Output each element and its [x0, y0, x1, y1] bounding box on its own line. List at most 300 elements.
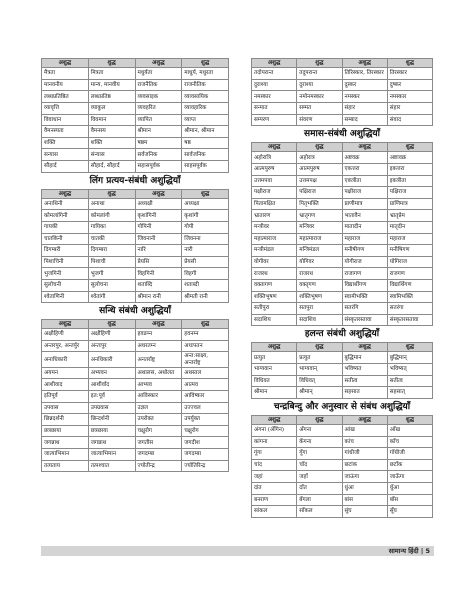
section-title-gender: लिंग प्रत्यय-संबंधी अशुद्धियाँ — [89, 175, 181, 186]
incorrect-word-cell: श्रीमान — [135, 126, 182, 138]
incorrect-word-cell: छिन्नदर्शनी — [42, 414, 89, 426]
incorrect-word-cell: अष्टवक्र — [342, 152, 387, 164]
correct-word-cell: आँख — [387, 425, 432, 437]
header-cell: अशुद्ध — [342, 415, 387, 424]
incorrect-word-cell: विधिवत — [252, 375, 297, 387]
incorrect-word-cell: जाऊंगा — [342, 471, 387, 483]
incorrect-word-cell: आविस्कार — [135, 391, 182, 403]
header-cell: अशुद्ध — [135, 189, 182, 198]
correct-word-cell: महात्माराज — [297, 233, 342, 245]
table-row — [252, 79, 433, 91]
header-cell: अशुद्ध — [252, 343, 297, 352]
correct-word-cell: हवनम्न — [182, 329, 229, 341]
correct-word-cell: चातकी — [88, 233, 135, 245]
correct-word-cell: कँगना — [297, 436, 342, 448]
table-row — [252, 303, 433, 315]
table-2 — [41, 189, 229, 304]
table-row — [42, 340, 229, 352]
correct-word-cell: उत्तमपक्ष — [297, 175, 342, 187]
table-row — [252, 425, 433, 437]
table-header-row — [252, 343, 433, 352]
table-row — [42, 137, 229, 149]
table-row — [252, 256, 433, 268]
table-row — [42, 414, 229, 426]
correct-word-cell: छिन्दर्शनी — [88, 414, 135, 426]
correct-word-cell: श्रीमान, श्रीमान — [182, 126, 229, 138]
correct-word-cell: सहसात् — [387, 387, 432, 399]
table-row — [252, 233, 433, 245]
incorrect-word-cell: जगन्नाथ — [42, 437, 89, 449]
incorrect-word-cell: सतरंगि — [342, 303, 387, 315]
correct-word-cell: भविष्यत् — [387, 364, 432, 376]
correct-word-cell: ज्योतिरिन्द्र — [182, 460, 229, 472]
incorrect-word-cell: योगीवर — [252, 256, 297, 268]
correct-word-cell: इकत्रीता — [387, 175, 432, 187]
correct-word-cell: कोमलांगी — [88, 210, 135, 222]
incorrect-word-cell: मातादीन — [342, 221, 387, 233]
correct-word-cell: साहसपूर्वक — [182, 160, 229, 172]
header-cell: शुद्ध — [387, 415, 432, 424]
correct-word-cell: दुष्कर — [387, 79, 432, 91]
section-title-sandhi: सन्धि संबंधी अशुद्धियाँ — [99, 306, 171, 317]
correct-word-cell: दुराश्या — [297, 79, 342, 91]
table-header-row — [42, 320, 229, 329]
incorrect-word-cell: प्रेयसि — [135, 256, 182, 268]
table-row — [42, 91, 229, 103]
correct-word-cell: मातृदीन — [387, 221, 432, 233]
table-6 — [251, 342, 433, 399]
header-cell: शुद्ध — [88, 59, 135, 68]
incorrect-word-cell: सन्यास — [42, 149, 89, 161]
incorrect-word-cell: सुंघ — [342, 506, 387, 518]
header-cell: शुद्ध — [182, 59, 229, 68]
table-row — [252, 494, 433, 506]
correct-word-cell: मन्त्रिवर — [297, 221, 342, 233]
incorrect-word-cell: कृशांगिनी — [135, 210, 182, 222]
correct-word-cell: सूँघ — [387, 506, 432, 518]
incorrect-word-cell: सम्बाद — [342, 114, 387, 126]
incorrect-word-cell: चातकिनी — [42, 233, 89, 245]
table-header-row — [252, 415, 433, 424]
incorrect-word-cell: राजनैतिक — [135, 79, 182, 91]
incorrect-word-cell: लब्धप्रतिष्ठित — [42, 91, 89, 103]
table-row — [42, 268, 229, 280]
incorrect-word-cell: पिशाचिनी — [42, 256, 89, 268]
correct-word-cell: भ्रातृप्रेम — [387, 210, 432, 222]
correct-word-cell: भुजगी — [88, 268, 135, 280]
incorrect-word-cell: सौहार्द — [42, 160, 89, 172]
incorrect-word-cell: जगतीस — [135, 437, 182, 449]
correct-word-cell: व्यावहारिक — [182, 102, 229, 114]
header-cell: अशुद्ध — [135, 320, 182, 329]
incorrect-word-cell: चांद — [252, 459, 297, 471]
correct-word-cell: बाँस — [387, 494, 432, 506]
table-header-row — [42, 59, 229, 68]
table-row — [42, 291, 229, 303]
incorrect-word-cell: दांत — [252, 483, 297, 495]
correct-word-cell: राजरथ — [297, 268, 342, 280]
table-row — [252, 279, 433, 291]
table-row — [42, 425, 229, 437]
correct-word-cell: इकत्तरा — [387, 163, 432, 175]
incorrect-word-cell: आत्मपुरुष — [252, 163, 297, 175]
header-cell: अशुद्ध — [342, 143, 387, 152]
correct-word-cell: पिशाची — [88, 256, 135, 268]
incorrect-word-cell: श्रीमान रानी — [135, 291, 182, 303]
incorrect-word-cell: तदोपरान्त — [252, 68, 297, 80]
correct-word-cell: गायिका — [88, 221, 135, 233]
correct-word-cell: पक्षिराज — [387, 187, 432, 199]
correct-word-cell: सौहार्द, सौहार्द — [88, 160, 135, 172]
incorrect-word-cell: मानवनीय — [42, 79, 89, 91]
incorrect-word-cell: उपवास — [42, 402, 89, 414]
table-row — [252, 291, 433, 303]
incorrect-word-cell: नमस्कर — [342, 91, 387, 103]
correct-word-cell: सतीत्व — [387, 375, 432, 387]
table-row — [252, 448, 433, 460]
incorrect-word-cell: मधुर्यता — [135, 68, 182, 80]
incorrect-word-cell: विद्यार्थीगण — [342, 279, 387, 291]
incorrect-word-cell: पितामक्षित — [252, 198, 297, 210]
table-7 — [251, 415, 433, 518]
correct-word-cell: पक्षिराज — [297, 187, 342, 199]
correct-word-cell: श्रीमान् — [297, 387, 342, 399]
correct-word-cell: व्याकुल — [88, 102, 135, 114]
incorrect-word-cell: सतीपुरा — [252, 303, 297, 315]
incorrect-word-cell: पक्षीराज — [252, 187, 297, 199]
incorrect-word-cell: अहोरात्रि — [252, 152, 297, 164]
incorrect-word-cell: भातावैन — [342, 210, 387, 222]
correct-word-cell: उपग्रवास — [88, 402, 135, 414]
correct-word-cell: आत्मव — [182, 379, 229, 391]
incorrect-word-cell: संहार — [342, 102, 387, 114]
incorrect-word-cell: छत्रछाया — [42, 425, 89, 437]
incorrect-word-cell: सतीत्व — [342, 375, 387, 387]
section-title-samas: समास-संबंधी अशुद्धियाँ — [304, 129, 380, 140]
table-row — [42, 279, 229, 291]
correct-word-cell: सदाशिव — [297, 314, 342, 326]
incorrect-word-cell: अध्यक्षी — [135, 198, 182, 210]
incorrect-word-cell: एकत्तरा — [342, 163, 387, 175]
table-row — [252, 459, 433, 471]
correct-word-cell: अनाथा — [88, 198, 135, 210]
correct-word-cell: धुँआ — [387, 483, 432, 495]
incorrect-word-cell: सहासपूर्वक — [135, 160, 182, 172]
table-row — [252, 352, 433, 364]
incorrect-word-cell: श्रीमान — [252, 387, 297, 399]
table-row — [42, 114, 229, 126]
incorrect-word-cell: अनतर्राष्ट्र — [135, 352, 182, 367]
incorrect-word-cell: गायकी — [42, 221, 89, 233]
correct-word-cell: अध्यक्षा — [182, 198, 229, 210]
table-row — [42, 460, 229, 472]
table-row — [42, 210, 229, 222]
correct-word-cell: महाराज — [387, 233, 432, 245]
correct-word-cell: अहोरात्र — [297, 152, 342, 164]
header-cell: शुद्ध — [88, 320, 135, 329]
incorrect-word-cell: मैत्रता — [42, 68, 89, 80]
table-4 — [251, 58, 433, 126]
incorrect-word-cell: अथालस, अथोलत — [135, 367, 182, 379]
section-title-chandrabindu: चन्द्रबिन्दु और अनुस्वार से संबंध अशुद्धियाँ — [273, 401, 411, 412]
incorrect-word-cell: शक्ति — [42, 137, 89, 149]
correct-word-cell: व्याप्त — [182, 114, 229, 126]
correct-word-cell: इत:पूर्व — [88, 391, 135, 403]
table-row — [42, 149, 229, 161]
correct-word-cell: अँगना — [297, 425, 342, 437]
incorrect-word-cell: नारि — [135, 245, 182, 257]
incorrect-word-cell: अयमन — [42, 367, 89, 379]
table-row — [252, 387, 433, 399]
incorrect-word-cell: उत्तमपवा — [252, 175, 297, 187]
header-cell: अशुद्ध — [252, 415, 297, 424]
table-row — [42, 352, 229, 367]
header-cell: अशुद्ध — [42, 59, 89, 68]
incorrect-word-cell: तत्यताय — [42, 460, 89, 472]
incorrect-word-cell: महाराज — [342, 233, 387, 245]
table-row — [252, 245, 433, 257]
table-header-row — [252, 143, 433, 152]
correct-word-cell: बँगला — [297, 494, 342, 506]
incorrect-word-cell: शक्तिभूषण — [252, 291, 297, 303]
table-row — [252, 91, 433, 103]
table-header-row — [252, 59, 433, 68]
correct-word-cell: मन्त्रिमंडल — [297, 245, 342, 257]
incorrect-word-cell: बुद्धिमान — [342, 352, 387, 364]
correct-word-cell: शक्तिभूषण — [297, 291, 342, 303]
correct-word-cell: सुलोचना — [88, 279, 135, 291]
correct-word-cell: जगन्नाथ — [88, 437, 135, 449]
correct-word-cell: बुद्धिमान् — [387, 352, 432, 364]
incorrect-word-cell: गांधीजी — [342, 448, 387, 460]
correct-word-cell: गोपी — [182, 221, 229, 233]
correct-word-cell: जाऊँगा — [387, 471, 432, 483]
incorrect-word-cell: अन्तरपुर, अन्तर्पुर — [42, 340, 89, 352]
incorrect-word-cell: आशीवाद — [42, 379, 89, 391]
incorrect-word-cell: छटांक — [342, 459, 387, 471]
correct-word-cell: संवरण — [297, 114, 342, 126]
correct-word-cell: जात्याभिमान — [88, 449, 135, 461]
incorrect-word-cell: कोमलांगिनी — [42, 210, 89, 222]
correct-word-cell: श्रीमती रानी — [182, 291, 229, 303]
correct-word-cell: जगदीश — [182, 437, 229, 449]
incorrect-word-cell: ज्योतीन्द्र — [135, 460, 182, 472]
table-row — [42, 245, 229, 257]
correct-word-cell: अथस्तल — [182, 367, 229, 379]
correct-word-cell: कृशांगी — [182, 210, 229, 222]
correct-word-cell: राजनीतिक — [182, 79, 229, 91]
header-cell: अशुद्ध — [135, 59, 182, 68]
correct-word-cell: आविष्कार — [182, 391, 229, 403]
table-row — [42, 391, 229, 403]
correct-word-cell: राजगण — [387, 268, 432, 280]
footer-page-label: सामान्य हिंदी | 5 — [388, 547, 430, 555]
incorrect-word-cell: चक्षुरोग — [135, 425, 182, 437]
correct-word-cell: विधिवत् — [297, 375, 342, 387]
incorrect-word-cell: जात्याभिमान — [42, 449, 89, 461]
section-title-halant: हलन्त संबंधी अशुद्धियाँ — [304, 329, 380, 340]
header-cell: शुद्ध — [297, 143, 342, 152]
incorrect-word-cell: आभ्यव — [135, 379, 182, 391]
left-column — [41, 58, 229, 472]
correct-word-cell: योगिवर — [297, 256, 342, 268]
table-row — [252, 175, 433, 187]
correct-word-cell: षष्ठ — [182, 137, 229, 149]
incorrect-word-cell: कांगना — [252, 436, 297, 448]
correct-word-cell: चाँद — [297, 459, 342, 471]
incorrect-word-cell: व्यवहरित — [135, 102, 182, 114]
incorrect-word-cell: जहां — [252, 471, 297, 483]
correct-word-cell: तत्पश्चात — [88, 460, 135, 472]
header-cell: शुद्ध — [297, 343, 342, 352]
header-cell: शुद्ध — [297, 415, 342, 424]
incorrect-word-cell: षष्ठम — [135, 137, 182, 149]
correct-word-cell: प्राणिमात्र — [387, 198, 432, 210]
correct-word-cell: मान्य, मानवीय — [88, 79, 135, 91]
correct-word-cell: साँकल — [297, 506, 342, 518]
incorrect-word-cell: योगीराज — [342, 256, 387, 268]
incorrect-word-cell: मनीषीगण — [342, 245, 387, 257]
table-row — [252, 114, 433, 126]
incorrect-word-cell: राजरथ — [252, 268, 297, 280]
correct-word-cell: माधुर्य, मधुरता — [182, 68, 229, 80]
table-row — [252, 163, 433, 175]
incorrect-word-cell: बनराण — [252, 494, 297, 506]
incorrect-word-cell: गूंगा — [252, 448, 297, 460]
incorrect-word-cell: जगदम्बा — [135, 449, 182, 461]
incorrect-word-cell: अधरतम्न — [135, 340, 182, 352]
page-footer-bar — [41, 546, 434, 556]
table-row — [42, 449, 229, 461]
correct-word-cell: प्रत्युत — [297, 352, 342, 364]
table-row — [252, 187, 433, 199]
correct-word-cell: भाग्यवान् — [297, 364, 342, 376]
table-row — [42, 233, 229, 245]
right-column — [251, 58, 433, 518]
table-row — [42, 102, 229, 114]
table-row — [252, 268, 433, 280]
correct-word-cell: गाँधीजी — [387, 448, 432, 460]
table-row — [252, 221, 433, 233]
incorrect-word-cell: भविष्यत — [342, 364, 387, 376]
incorrect-word-cell: श्वेताणिनी — [42, 291, 89, 303]
correct-word-cell: आशीर्वाद — [88, 379, 135, 391]
correct-word-cell: सतरंगा — [387, 303, 432, 315]
table-header-row — [42, 189, 229, 198]
incorrect-word-cell: सुलोचनी — [42, 279, 89, 291]
correct-word-cell: विद्यार्थिगण — [387, 279, 432, 291]
incorrect-word-cell: सांकल — [252, 506, 297, 518]
correct-word-cell: व्यावसायिक — [182, 91, 229, 103]
incorrect-word-cell: भ्रातारण — [252, 210, 297, 222]
incorrect-word-cell: व्यापित — [135, 114, 182, 126]
table-row — [42, 198, 229, 210]
header-cell: अशुद्ध — [42, 320, 89, 329]
incorrect-word-cell: प्रत्युत — [252, 352, 297, 364]
correct-word-cell: वक्तृगण — [297, 279, 342, 291]
incorrect-word-cell: विहगिनी — [135, 268, 182, 280]
incorrect-word-cell: सम्परण — [252, 114, 297, 126]
correct-word-cell: मनीषिगण — [387, 245, 432, 257]
correct-word-cell: संस्कृतरसतावा — [387, 314, 432, 326]
table-row — [252, 102, 433, 114]
incorrect-word-cell: दुराश्या — [252, 79, 297, 91]
incorrect-word-cell: सदाशिय — [252, 314, 297, 326]
table-3 — [41, 319, 229, 472]
incorrect-word-cell: भाग्यवान — [252, 364, 297, 376]
table-row — [252, 483, 433, 495]
header-cell: शुद्ध — [182, 320, 229, 329]
table-1 — [41, 58, 229, 173]
incorrect-word-cell: उज्ञल — [135, 402, 182, 414]
table-row — [252, 471, 433, 483]
incorrect-word-cell: हवङम्न — [135, 329, 182, 341]
incorrect-word-cell: एकत्रीता — [342, 175, 387, 187]
correct-word-cell: संहार — [387, 102, 432, 114]
header-cell: शुद्ध — [182, 189, 229, 198]
header-cell: अशुद्ध — [252, 143, 297, 152]
correct-word-cell: पितृभक्ति — [297, 198, 342, 210]
incorrect-word-cell: मन्त्रीवर — [252, 221, 297, 233]
table-5 — [251, 142, 433, 326]
table-row — [42, 68, 229, 80]
correct-word-cell: संवाद — [387, 114, 432, 126]
incorrect-word-cell: कांच — [342, 436, 387, 448]
header-cell: शुद्ध — [387, 59, 432, 68]
correct-word-cell: अक्षौहिणी — [88, 329, 135, 341]
correct-word-cell: काँच — [387, 436, 432, 448]
incorrect-word-cell: अनाधिकारी — [42, 352, 89, 367]
correct-word-cell: श्वेतांगी — [88, 291, 135, 303]
table-row — [42, 160, 229, 172]
table-row — [252, 314, 433, 326]
correct-word-cell: छत्रछाया — [88, 425, 135, 437]
incorrect-word-cell: जिवनानी — [135, 233, 182, 245]
table-row — [252, 436, 433, 448]
header-cell: शुद्ध — [387, 143, 432, 152]
correct-word-cell: सम्मत — [297, 102, 342, 114]
correct-word-cell: चक्षुरोग — [182, 425, 229, 437]
table-row — [42, 379, 229, 391]
incorrect-word-cell: शताब्दि — [135, 279, 182, 291]
header-cell: अशुद्ध — [342, 59, 387, 68]
correct-word-cell: शक्ति — [88, 137, 135, 149]
table-row — [42, 126, 229, 138]
incorrect-word-cell: इतिपूर्व — [42, 391, 89, 403]
incorrect-word-cell: सन्मात — [252, 102, 297, 114]
correct-word-cell: दाँत — [297, 483, 342, 495]
correct-word-cell: विहगी — [182, 268, 229, 280]
table-row — [42, 256, 229, 268]
correct-word-cell: संन्यास — [88, 149, 135, 161]
correct-word-cell: उज्ज्वल — [182, 402, 229, 414]
table-row — [42, 329, 229, 341]
table-row — [252, 375, 433, 387]
correct-word-cell: अधःपतन — [182, 340, 229, 352]
incorrect-word-cell: राजागण — [342, 268, 387, 280]
table-row — [252, 364, 433, 376]
header-cell: शुद्ध — [297, 59, 342, 68]
incorrect-word-cell: तिरिस्कार, तिरस्कार — [342, 68, 387, 80]
table-row — [42, 221, 229, 233]
header-cell: अशुद्ध — [342, 343, 387, 352]
header-cell: अशुद्ध — [252, 59, 297, 68]
incorrect-word-cell: भुजगिनी — [42, 268, 89, 280]
header-cell: शुद्ध — [387, 343, 432, 352]
correct-word-cell: तिरस्कार — [387, 68, 432, 80]
incorrect-word-cell: आंख — [342, 425, 387, 437]
correct-word-cell: जिवनना — [182, 233, 229, 245]
